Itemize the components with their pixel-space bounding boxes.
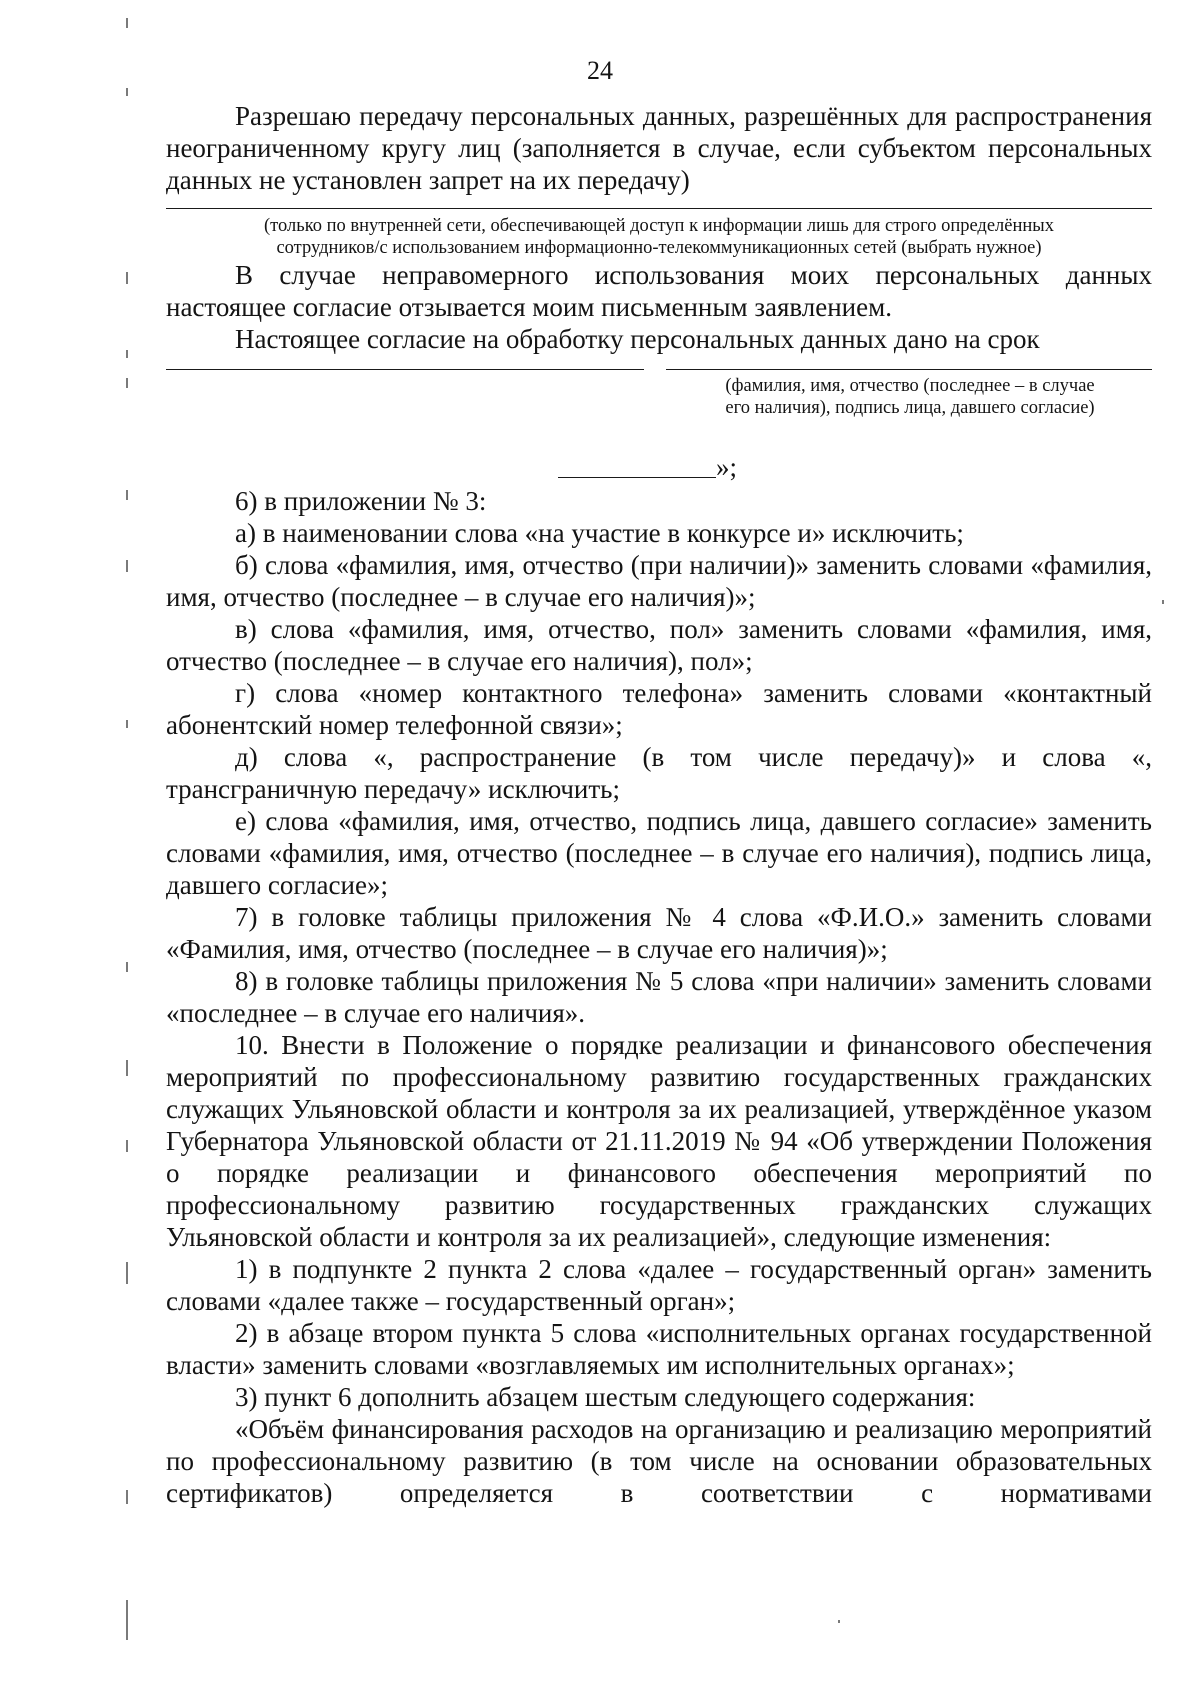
scan-speck bbox=[126, 1140, 128, 1152]
scan-speck bbox=[126, 1490, 128, 1504]
paragraph-item-10-1: 1) в подпункте 2 пункта 2 слова «далее – государственный орган» заменить словами «далее также – государственный орган»; bbox=[166, 1254, 1152, 1316]
fill-in-line bbox=[166, 208, 1152, 209]
signature-block bbox=[166, 359, 1152, 451]
paragraph-consent-term: Настоящее согласие на обработку персональных данных дано на срок bbox=[235, 324, 1040, 354]
paragraph-item-10: 10. Внести в Положение о порядке реализации и финансового обеспечения мероприятий по профессиональному развитию государственных гражданских служащих Ульяновской области и контроля за их реализацией, утверждённое указом Губернатора Ульяновской области от 21.11.2019 № 94 «Об утверждении Положения о порядке реализации и финансового обеспечения мероприятий по профессиональному развитию государственных гражданских служащих Ульяновской области и контроля за их реализацией», следующие изменения: bbox=[166, 1030, 1152, 1252]
paragraph-item-8: 8) в головке таблицы приложения № 5 слова «при наличии» заменить словами «последнее – в случае его наличия». bbox=[166, 966, 1152, 1028]
term-fill-line bbox=[166, 369, 644, 370]
signature-fill-line bbox=[666, 369, 1152, 370]
date-fill-line bbox=[558, 477, 716, 478]
signature-caption bbox=[670, 375, 1150, 419]
signature-caption-line1: (фамилия, имя, отчество (последнее – в случае bbox=[725, 376, 1095, 396]
paragraph-item-6b: б) слова «фамилия, имя, отчество (при наличии)» заменить словами «фамилия, имя, отчество (последнее – в случае его наличия)»; bbox=[166, 550, 1152, 612]
scan-speck bbox=[126, 490, 128, 500]
scan-speck bbox=[126, 962, 128, 972]
scan-speck bbox=[838, 1620, 840, 1623]
scan-speck bbox=[126, 88, 128, 96]
paragraph-item-7: 7) в головке таблицы приложения № 4 слова «Ф.И.О.» заменить словами «Фамилия, имя, отчество (последнее – в случае его наличия)»; bbox=[166, 902, 1152, 964]
scan-speck bbox=[126, 720, 128, 728]
paragraph-item-6d: д) слова «, распространение (в том числе передачу)» и слова «, трансграничную передачу» исключить; bbox=[166, 742, 1152, 804]
scan-speck bbox=[1162, 600, 1164, 604]
paragraph-financing-quote: «Объём финансирования расходов на организацию и реализацию мероприятий по профессиональному развитию (в том числе на основании образовательных сертификатов) определяется в соответствии с нормативами bbox=[166, 1414, 1152, 1508]
signature-caption-line2: его наличия), подпись лица, давшего согласие) bbox=[725, 398, 1095, 418]
paragraph-item-6a: а) в наименовании слова «на участие в конкурсе и» исключить; bbox=[235, 518, 964, 548]
scan-speck bbox=[126, 18, 128, 28]
note-network-line2: сотрудников/с использованием информационно-телекоммуникационных сетей (выбрать нужное) bbox=[276, 238, 1042, 258]
closing-quote: »; bbox=[716, 452, 738, 482]
scan-speck bbox=[126, 560, 128, 572]
paragraph-item-6v: в) слова «фамилия, имя, отчество, пол» заменить словами «фамилия, имя, отчество (последнее – в случае его наличия), пол»; bbox=[166, 614, 1152, 676]
paragraph-item-6g: г) слова «номер контактного телефона» заменить словами «контактный абонентский номер телефонной связи»; bbox=[166, 678, 1152, 740]
paragraph-item-10-2: 2) в абзаце втором пункта 5 слова «исполнительных органах государственной власти» заменить словами «возглавляемых им исполнительных органах»; bbox=[166, 1318, 1152, 1380]
page-number: 24 bbox=[587, 56, 613, 85]
paragraph-item-6: 6) в приложении № 3: bbox=[235, 486, 487, 516]
paragraph-consent-transfer: Разрешаю передачу персональных данных, разрешённых для распространения неограниченному кругу лиц (заполняется в случае, если субъектом персональных данных не установлен запрет на их передачу) bbox=[166, 101, 1152, 195]
paragraph-revocation: В случае неправомерного использования моих персональных данных настоящее согласие отзывается моим письменным заявлением. bbox=[166, 260, 1152, 322]
closing-quote-row bbox=[166, 451, 1152, 485]
scan-speck bbox=[126, 1600, 128, 1640]
paragraph-item-6e: е) слова «фамилия, имя, отчество, подпись лица, давшего согласие» заменить словами «фамилия, имя, отчество (последнее – в случае его наличия), подпись лица, давшего согласие»; bbox=[166, 806, 1152, 900]
scan-speck bbox=[126, 272, 128, 284]
scan-speck bbox=[126, 1262, 128, 1284]
scan-speck bbox=[126, 1060, 128, 1076]
scan-speck bbox=[126, 378, 128, 388]
note-network-line1: (только по внутренней сети, обеспечивающей доступ к информации лишь для строго определённых bbox=[264, 216, 1054, 236]
scan-speck bbox=[126, 350, 128, 358]
document-body bbox=[166, 100, 1152, 1509]
paragraph-item-10-3: 3) пункт 6 дополнить абзацем шестым следующего содержания: bbox=[235, 1382, 976, 1412]
